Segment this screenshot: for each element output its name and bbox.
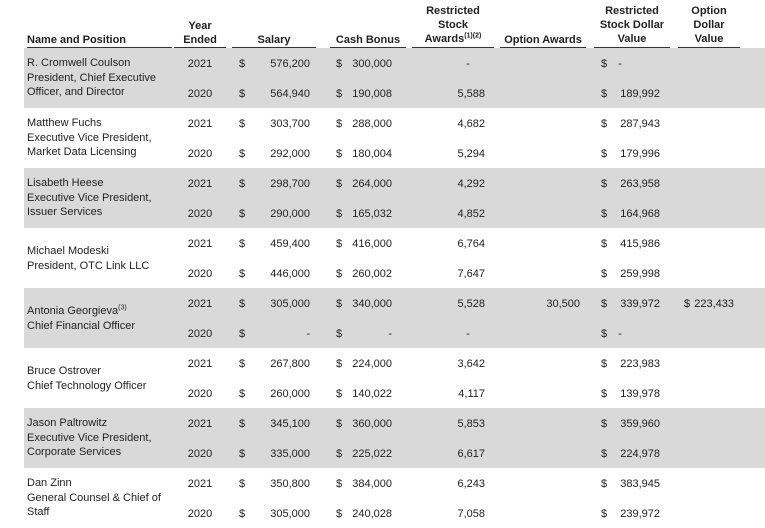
currency-sign: $ [336,298,343,310]
restricted-stock-awards-cell: 7,058 [457,508,485,520]
currency-sign: $ [601,208,608,220]
cash-bonus-cell: 288,000 [352,118,392,130]
cash-bonus-cell: 140,022 [352,388,392,400]
executive-name: Michael Modeski [27,245,109,257]
restricted-stock-awards-cell: 4,682 [457,118,485,130]
executive-name: R. Cromwell Coulson [27,57,131,69]
executive-name: Dan Zinn [27,477,72,489]
executive-name-position [27,244,172,273]
currency-sign: $ [336,388,343,400]
option-dollar-value-cell: 223,433 [694,298,734,310]
currency-sign: $ [239,178,246,190]
year-cell: 2020 [187,208,213,220]
currency-sign: $ [239,268,246,280]
currency-sign: $ [601,148,608,160]
restricted-stock-dollar-value-cell: 259,998 [620,268,660,280]
currency-sign: $ [239,388,246,400]
year-cell: 2021 [187,358,213,370]
header-rsdv-line3: Value [617,33,647,45]
restricted-stock-dollar-value-cell: 415,986 [620,238,660,250]
header-restricted-stock-awards [412,4,494,46]
currency-sign: $ [336,268,343,280]
restricted-stock-dollar-value-cell: - [618,328,622,340]
year-cell: 2020 [187,388,213,400]
cash-bonus-cell: 260,002 [352,268,392,280]
restricted-stock-dollar-value-cell: 339,972 [620,298,660,310]
header-salary: Salary [257,34,291,46]
currency-sign: $ [239,118,246,130]
header-year-line1: Year [188,20,212,32]
executive-position-line: Executive Vice President, [27,131,152,144]
restricted-stock-awards-cell: 6,617 [457,448,485,460]
currency-sign: $ [239,88,246,100]
currency-sign: $ [601,508,608,520]
cash-bonus-cell: 165,032 [352,208,392,220]
salary-cell: 350,800 [270,478,310,490]
restricted-stock-awards-cell: 6,764 [457,238,485,250]
executive-name-position [27,304,172,333]
header-cash-bonus: Cash Bonus [335,34,401,46]
salary-cell: 305,000 [270,508,310,520]
currency-sign: $ [601,448,608,460]
option-awards-cell: 30,500 [546,298,580,310]
salary-cell: 267,800 [270,358,310,370]
currency-sign: $ [601,178,608,190]
currency-sign: $ [336,478,343,490]
executive-name-position [27,176,172,220]
currency-sign: $ [601,88,608,100]
currency-sign: $ [336,58,343,70]
cash-bonus-cell: 224,000 [352,358,392,370]
salary-cell: 446,000 [270,268,310,280]
salary-cell: 564,940 [270,88,310,100]
header-name: Name and Position [27,34,127,46]
currency-sign: $ [239,238,246,250]
cash-bonus-cell: 340,000 [352,298,392,310]
restricted-stock-dollar-value-cell: 139,978 [620,388,660,400]
header-rsa-line1: Restricted [426,5,480,17]
currency-sign: $ [336,328,343,340]
year-cell: 2021 [187,58,213,70]
salary-cell: 303,700 [270,118,310,130]
currency-sign: $ [239,448,246,460]
restricted-stock-dollar-value-cell: 239,972 [620,508,660,520]
salary-cell: 335,000 [270,448,310,460]
restricted-stock-awards-cell: 4,852 [457,208,485,220]
currency-sign: $ [239,298,246,310]
header-rsdv-line1: Restricted [605,5,659,17]
currency-sign: $ [239,208,246,220]
year-cell: 2021 [187,238,213,250]
restricted-stock-dollar-value-cell: 263,958 [620,178,660,190]
restricted-stock-dollar-value-cell: 179,996 [620,148,660,160]
currency-sign: $ [336,358,343,370]
restricted-stock-awards-cell: 3,642 [457,358,485,370]
executive-position-line: President, Chief Executive [27,71,157,84]
year-cell: 2021 [187,418,213,430]
executive-name-position [27,116,172,160]
salary-cell: 459,400 [270,238,310,250]
restricted-stock-dollar-value-cell: 223,983 [620,358,660,370]
header-odv-line1: Option [691,5,727,17]
salary-cell: 305,000 [270,298,310,310]
executive-position-line: Chief Technology Officer [27,379,147,392]
header-option-awards: Option Awards [504,34,582,46]
restricted-stock-awards-cell: 5,588 [457,88,485,100]
cash-bonus-cell: - [388,328,392,340]
executive-position-line: Executive Vice President, [27,431,152,444]
cash-bonus-cell: 416,000 [352,238,392,250]
header-rsdv-line2: Stock Dollar [599,19,665,31]
salary-cell: 292,000 [270,148,310,160]
currency-sign: $ [601,268,608,280]
cash-bonus-cell: 360,000 [352,418,392,430]
currency-sign: $ [336,148,343,160]
restricted-stock-awards-cell: - [466,328,470,340]
restricted-stock-awards-cell: - [466,58,470,70]
executive-name: Bruce Ostrover [27,365,101,377]
restricted-stock-dollar-value-cell: 224,978 [620,448,660,460]
executive-position-line: President, OTC Link LLC [27,259,150,272]
currency-sign: $ [601,418,608,430]
salary-cell: 290,000 [270,208,310,220]
executive-name-position [27,476,172,520]
currency-sign: $ [601,328,608,340]
currency-sign: $ [336,508,343,520]
executive-footnote: (3) [118,304,127,312]
year-cell: 2021 [187,298,213,310]
restricted-stock-dollar-value-cell: 383,945 [620,478,660,490]
restricted-stock-awards-cell: 5,528 [457,298,485,310]
currency-sign: $ [239,418,246,430]
restricted-stock-dollar-value-cell: - [618,58,622,70]
currency-sign: $ [239,58,246,70]
executive-position-line: Issuer Services [27,206,103,218]
currency-sign: $ [601,58,608,70]
currency-sign: $ [601,358,608,370]
currency-sign: $ [239,508,246,520]
year-cell: 2020 [187,148,213,160]
executive-position-line: Staff [27,506,50,518]
salary-cell: 260,000 [270,388,310,400]
currency-sign: $ [239,328,246,340]
restricted-stock-awards-cell: 5,294 [457,148,485,160]
currency-sign: $ [336,418,343,430]
currency-sign: $ [239,478,246,490]
salary-cell: 298,700 [270,178,310,190]
currency-sign: $ [336,238,343,250]
executive-position-line: Market Data Licensing [27,146,137,158]
restricted-stock-awards-cell: 6,243 [457,478,485,490]
cash-bonus-cell: 180,004 [352,148,392,160]
header-restricted-stock-dollar-value [594,4,670,46]
currency-sign: $ [239,148,246,160]
header-option-dollar-value [678,4,740,46]
executive-name: Matthew Fuchs [27,117,102,129]
executive-position-line: Executive Vice President, [27,191,152,204]
header-year [172,19,228,47]
executive-name-position [27,416,172,460]
year-cell: 2020 [187,268,213,280]
currency-sign: $ [601,118,608,130]
cash-bonus-cell: 300,000 [352,58,392,70]
executive-position-line: Chief Financial Officer [27,319,136,332]
currency-sign: $ [601,238,608,250]
restricted-stock-dollar-value-cell: 359,960 [620,418,660,430]
header-odv-line2: Dollar [693,19,725,31]
cash-bonus-cell: 190,008 [352,88,392,100]
currency-sign: $ [601,478,608,490]
cash-bonus-cell: 264,000 [352,178,392,190]
cash-bonus-cell: 225,022 [352,448,392,460]
executive-name: Antonia Georgieva$^{(3)}$ [27,304,127,317]
currency-sign: $ [239,358,246,370]
header-rsa-line3: Awards [424,33,465,45]
currency-sign: $ [684,298,691,310]
restricted-stock-awards-cell: 5,853 [457,418,485,430]
year-cell: 2020 [187,88,213,100]
restricted-stock-awards-cell: 4,117 [458,388,485,400]
year-cell: 2020 [187,508,213,520]
header-odv-line3: Value [694,33,724,45]
salary-cell: - [306,328,310,340]
executive-position-line: General Counsel & Chief of [27,491,161,504]
executive-name: Jason Paltrowitz [27,417,108,429]
currency-sign: $ [336,208,343,220]
currency-sign: $ [336,178,343,190]
restricted-stock-dollar-value-cell: 164,968 [620,208,660,220]
restricted-stock-dollar-value-cell: 189,992 [620,88,660,100]
executive-name-position [27,364,172,393]
salary-cell: 576,200 [270,58,310,70]
year-cell: 2020 [187,448,213,460]
restricted-stock-awards-cell: 7,647 [457,268,485,280]
executive-name: Lisabeth Heese [27,177,104,189]
currency-sign: $ [601,388,608,400]
currency-sign: $ [601,298,608,310]
currency-sign: $ [336,118,343,130]
year-cell: 2021 [187,118,213,130]
header-year-line2: Ended [183,34,217,46]
salary-cell: 345,100 [270,418,310,430]
header-rsa-line2: Stock [438,19,468,31]
executive-name-position [27,56,172,100]
cash-bonus-cell: 384,000 [352,478,392,490]
year-cell: 2020 [187,328,213,340]
header-rsa-footnote: (1)(2) [464,32,482,40]
executive-position-line: Corporate Services [27,446,122,458]
executive-position-line: Officer, and Director [27,86,125,98]
restricted-stock-awards-cell: 4,292 [457,178,485,190]
currency-sign: $ [336,88,343,100]
currency-sign: $ [336,448,343,460]
year-cell: 2021 [187,178,213,190]
cash-bonus-cell: 240,028 [352,508,392,520]
year-cell: 2021 [187,478,213,490]
restricted-stock-dollar-value-cell: 287,943 [620,118,660,130]
